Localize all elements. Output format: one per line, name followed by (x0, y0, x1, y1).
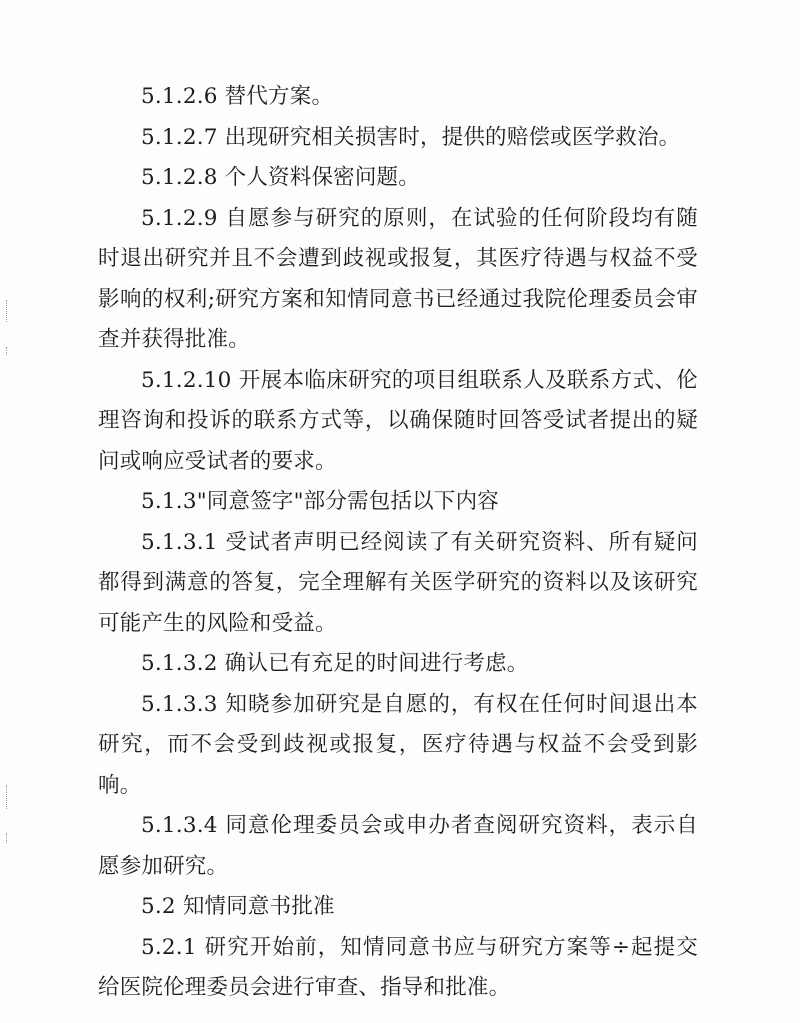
clause-5-1-2-8: 5.1.2.8 个人资料保密问题。 (141, 165, 420, 190)
clause-5-1-2-7: 5.1.2.7 出现研究相关损害时，提供的赔偿或医学救治。 (141, 124, 681, 150)
clause-5-1-2-6: 5.1.2.6 替代方案。 (141, 84, 334, 109)
document-body (98, 77, 698, 1009)
scan-edge-mark (6, 785, 11, 809)
clause-5-1-2-10: 5.1.2.10 开展本临床研究的项目组联系人及联系方式、伦理咨询和投诉的联系方式等，以确保随时回答受试者提出的疑问或响应受试者的要求。 (98, 367, 698, 474)
scan-edge-mark (6, 347, 11, 355)
clause-5-1-3-1: 5.1.3.1 受试者声明已经阅读了有关研究资料、所有疑问都得到满意的答复，完全理解有关医学研究的资料以及该研究可能产生的风险和受益。 (98, 529, 698, 636)
clause-5-1-3-3: 5.1.3.3 知晓参加研究是自愿的，有权在任何时间退出本研究，而不会受到歧视或报复，医疗待遇与权益不会受到影响。 (98, 691, 698, 798)
scan-edge-mark (6, 300, 11, 322)
section-5-2-heading: 5.2 知情同意书批准 (141, 894, 335, 919)
clause-5-1-3-4: 5.1.3.4 同意伦理委员会或申办者查阅研究资料，表示自愿参加研究。 (98, 813, 698, 879)
clause-5-1-3: 5.1.3"同意签字"部分需包括以下内容 (141, 489, 499, 514)
clause-5-1-2-9: 5.1.2.9 自愿参与研究的原则，在试验的任何阶段均有随时退出研究并且不会遭到歧视或报复，其医疗待遇与权益不受影响的权利;研究方案和知情同意书已经通过我院伦理委员会审查并获得批准。 (98, 205, 698, 352)
clause-5-2-1: 5.2.1 研究开始前，知情同意书应与研究方案等÷起提交给医院伦理委员会进行审查、指导和批准。 (98, 934, 698, 1000)
scan-edge-mark (6, 833, 11, 843)
clause-5-1-3-2: 5.1.3.2 确认已有充足的时间进行考虑。 (141, 651, 529, 676)
